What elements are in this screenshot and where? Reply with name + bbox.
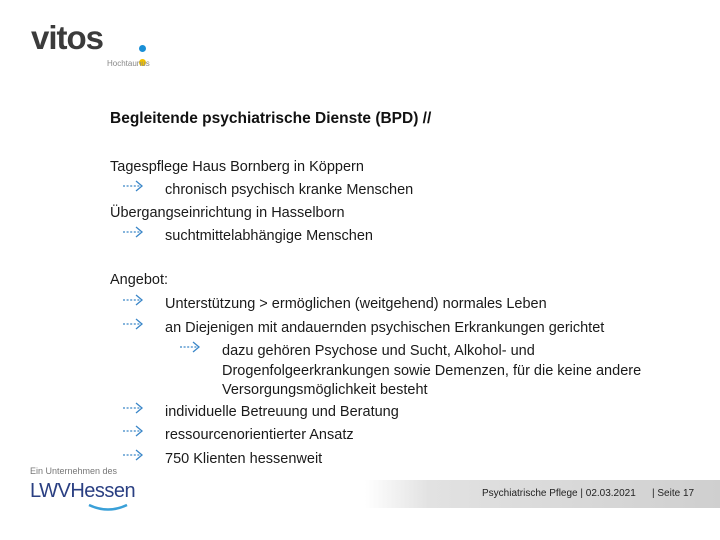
bullet-arrow-icon bbox=[122, 423, 144, 439]
vitos-logo bbox=[31, 18, 161, 70]
slide-text-line: ressourcenorientierter Ansatz bbox=[165, 427, 354, 443]
page-number: | Seite 17 bbox=[652, 488, 695, 499]
slide-text-line: Tagespflege Haus Bornberg in Köppern bbox=[110, 159, 364, 175]
slide-text-line: Übergangseinrichtung in Hasselborn bbox=[110, 205, 345, 221]
slide-text-line: dazu gehören Psychose und Sucht, Alkohol- und bbox=[222, 343, 535, 359]
slide-text-line: individuelle Betreuung und Beratung bbox=[165, 404, 399, 420]
lwv-swoosh-icon bbox=[88, 502, 128, 512]
bullet-arrow-icon bbox=[122, 400, 144, 416]
slide-text-line: suchtmittelabhängige Menschen bbox=[165, 228, 373, 244]
slide-text-line: an Diejenigen mit andauernden psychischen Erkrankungen gerichtet bbox=[165, 320, 605, 336]
lwv-hessen-logo bbox=[30, 466, 160, 514]
partner-prefix: Ein Unternehmen des bbox=[30, 466, 118, 476]
bullet-arrow-icon bbox=[122, 292, 144, 308]
bullet-arrow-icon bbox=[122, 224, 144, 240]
slide-text-line: Versorgungsmöglichkeit besteht bbox=[222, 382, 428, 398]
slide-text-line: Drogenfolgeerkrankungen sowie Demenzen, für die keine andere bbox=[222, 363, 642, 379]
slide-text-line: Unterstützung > ermöglichen (weitgehend) normales Leben bbox=[165, 296, 547, 312]
partner-name: LWVHessen bbox=[30, 480, 136, 502]
slide-text-line: chronisch psychisch kranke Menschen bbox=[165, 182, 414, 198]
slide-title: Begleitende psychiatrische Dienste (BPD) // bbox=[110, 110, 432, 127]
bullet-arrow-icon bbox=[179, 339, 201, 355]
slide-text-line: Angebot: bbox=[110, 272, 169, 288]
bullet-arrow-icon bbox=[122, 447, 144, 463]
bullet-arrow-icon bbox=[122, 316, 144, 332]
logo-wordmark: vitos bbox=[31, 19, 104, 56]
slide-text-line: 750 Klienten hessenweit bbox=[165, 451, 323, 467]
logo-dot-blue bbox=[139, 45, 146, 52]
footer-label: Psychiatrische Pflege | 02.03.2021 bbox=[482, 488, 636, 499]
logo-subtext: Hochtaunus bbox=[107, 59, 150, 68]
bullet-arrow-icon bbox=[122, 178, 144, 194]
